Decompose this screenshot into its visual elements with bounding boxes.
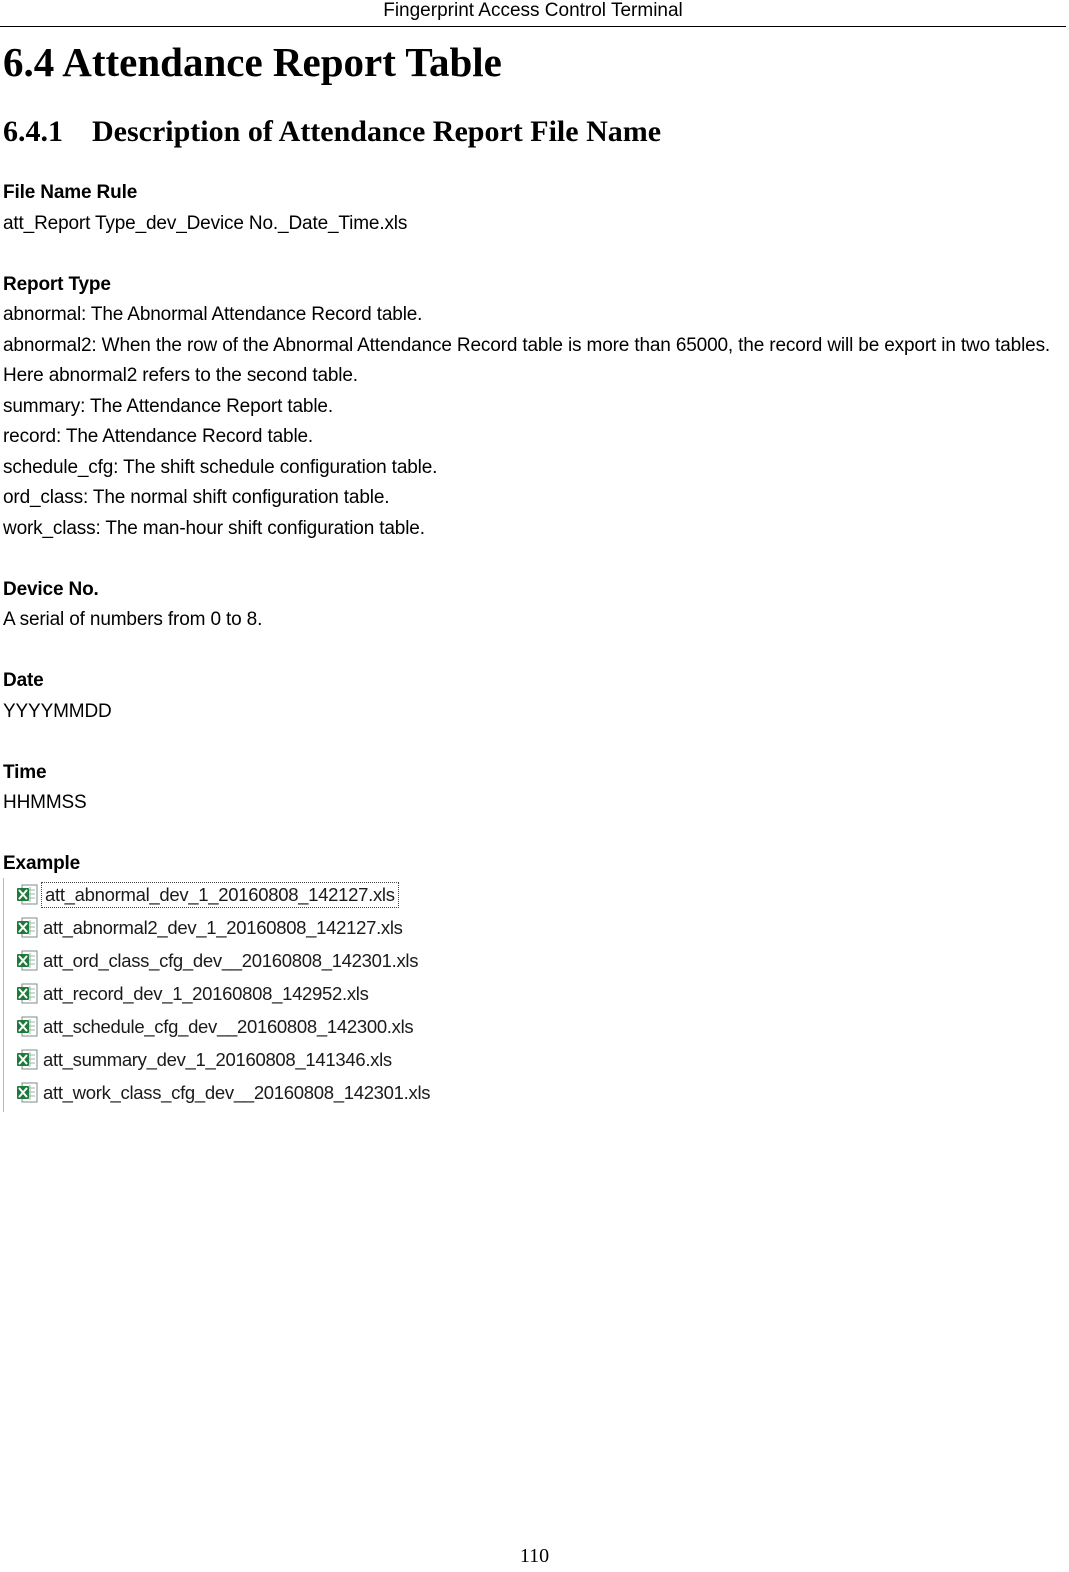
subsection-heading	[3, 113, 661, 151]
excel-file-icon	[16, 1049, 39, 1071]
paragraph-gap	[3, 727, 1063, 758]
time-value: HHMMSS	[3, 792, 87, 813]
file-name: att_abnormal_dev_1_20160808_142127.xls	[45, 884, 395, 905]
paragraph-gap	[3, 544, 1063, 575]
file-name: att_ord_class_cfg_dev__20160808_142301.xls	[43, 950, 419, 971]
report-type-line: abnormal2: When the row of the Abnormal Attendance Record table is more than 65000, the record will be export in two tables. Here abnormal2 refers to the second table.	[3, 334, 1051, 386]
date-label: Date	[3, 670, 44, 691]
report-type-line: abnormal: The Abnormal Attendance Record table.	[3, 304, 423, 325]
report-type-line: summary: The Attendance Report table.	[3, 395, 333, 417]
file-row[interactable]	[16, 1046, 392, 1074]
file-row[interactable]	[16, 980, 369, 1008]
excel-file-icon	[16, 884, 39, 906]
file-name-rule-value: att_Report Type_dev_Device No._Date_Time.xls	[3, 212, 408, 234]
file-name: att_summary_dev_1_20160808_141346.xls	[43, 1049, 392, 1070]
file-name-rule-label: File Name Rule	[3, 182, 138, 203]
excel-file-icon	[16, 950, 39, 972]
paragraph-gap	[3, 636, 1063, 667]
device-no-label: Device No.	[3, 578, 99, 600]
page-number: 110	[519, 1545, 550, 1567]
file-name: att_record_dev_1_20160808_142952.xls	[43, 983, 369, 1004]
time-label: Time	[3, 761, 47, 783]
file-row[interactable]	[16, 914, 403, 942]
document-body	[3, 178, 1063, 880]
file-row[interactable]	[16, 947, 418, 975]
excel-file-icon	[16, 917, 39, 939]
excel-file-icon	[16, 983, 39, 1005]
file-row[interactable]	[16, 1079, 430, 1107]
running-header: Fingerprint Access Control Terminal	[0, 0, 1066, 27]
file-row[interactable]	[16, 881, 397, 909]
report-type-label: Report Type	[3, 273, 111, 295]
report-type-line: record: The Attendance Record table.	[3, 426, 314, 447]
example-label: Example	[3, 853, 81, 874]
example-file-list	[3, 878, 464, 1112]
file-name: att_abnormal2_dev_1_20160808_142127.xls	[43, 917, 403, 938]
file-row[interactable]	[16, 1013, 413, 1041]
device-no-value: A serial of numbers from 0 to 8.	[3, 609, 263, 630]
paragraph-gap	[3, 819, 1063, 850]
paragraph-gap	[3, 239, 1063, 270]
file-name: att_work_class_cfg_dev__20160808_142301.xls	[43, 1082, 431, 1103]
file-name: att_schedule_cfg_dev__20160808_142300.xls	[43, 1016, 414, 1037]
subsection-number: 6.4.1	[3, 115, 63, 148]
report-type-line: schedule_cfg: The shift schedule configuration table.	[3, 456, 438, 478]
section-title: 6.4 Attendance Report Table	[3, 39, 502, 85]
report-type-line: work_class: The man-hour shift configuration table.	[3, 517, 425, 539]
subsection-title: Description of Attendance Report File Name	[92, 115, 662, 148]
date-value: YYYYMMDD	[3, 700, 112, 722]
excel-file-icon	[16, 1016, 39, 1038]
excel-file-icon	[16, 1082, 39, 1104]
report-type-line: ord_class: The normal shift configuration table.	[3, 487, 390, 508]
